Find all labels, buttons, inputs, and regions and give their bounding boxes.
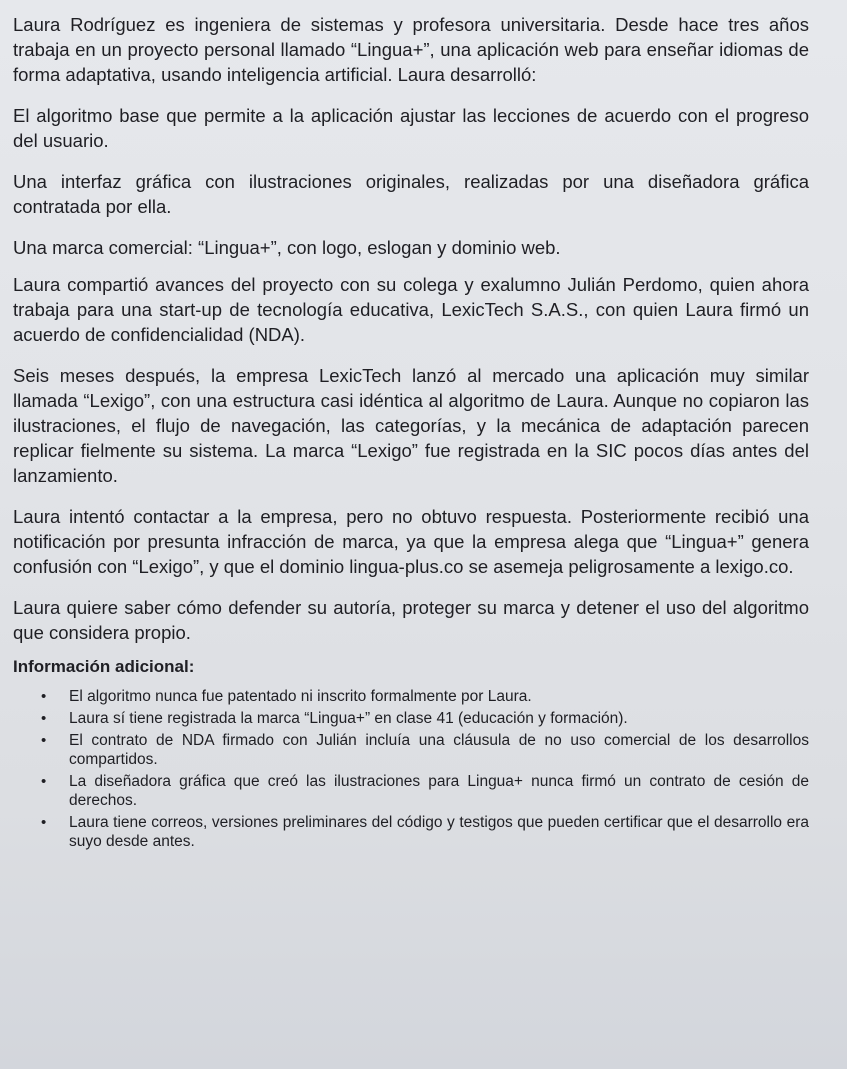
- bullet-icon: •: [41, 773, 47, 790]
- list-item-text: El algoritmo nunca fue patentado ni inscrito formalmente por Laura.: [69, 688, 532, 705]
- bullet-icon: •: [41, 710, 47, 727]
- list-item: [41, 687, 809, 706]
- additional-info-heading: Información adicional:: [13, 657, 195, 676]
- list-item-text: Laura sí tiene registrada la marca “Lingua+” en clase 41 (educación y formación).: [69, 710, 628, 727]
- list-item: [41, 813, 809, 851]
- bullet-icon: •: [41, 732, 47, 749]
- algorithm-paragraph: El algoritmo base que permite a la aplicación ajustar las lecciones de acuerdo con el progreso del usuario.: [13, 105, 809, 151]
- additional-info-list: [13, 687, 809, 851]
- list-item-text: La diseñadora gráfica que creó las ilustraciones para Lingua+ nunca firmó un contrato de cesión de derechos.: [69, 773, 809, 809]
- bullet-icon: •: [41, 688, 47, 705]
- bullet-icon: •: [41, 814, 47, 831]
- list-item: [41, 731, 809, 769]
- intro-paragraph: Laura Rodríguez es ingeniera de sistemas y profesora universitaria. Desde hace tres años trabaja en un proyecto personal llamado “Lingua+”, una aplicación web para enseñar idiomas de forma adaptativa, usando inteligencia artificial. Laura desarrolló:: [13, 14, 809, 85]
- lexigo-launch-paragraph: Seis meses después, la empresa LexicTech lanzó al mercado una aplicación muy similar llamada “Lexigo”, con una estructura casi idéntica al algoritmo de Laura. Aunque no copiaron las ilustraciones, el flujo de navegación, las categorías, y la mecánica de adaptación parecen replicar fielmente su sistema. La marca “Lexigo” fue registrada en la SIC pocos días antes del lanzamiento.: [13, 365, 809, 486]
- notification-paragraph: Laura intentó contactar a la empresa, pero no obtuvo respuesta. Posteriormente recibió una notificación por presunta infracción de marca, ya que la empresa alega que “Lingua+” genera confusión con “Lexigo”, y que el dominio lingua-plus.co se asemeja peligrosamente a lexigo.co.: [13, 506, 809, 577]
- interface-paragraph: Una interfaz gráfica con ilustraciones originales, realizadas por una diseñadora gráfica contratada por ella.: [13, 171, 809, 217]
- list-item: [41, 709, 809, 728]
- list-item: [41, 772, 809, 810]
- shared-progress-paragraph: Laura compartió avances del proyecto con su colega y exalumno Julián Perdomo, quien ahora trabaja para una start-up de tecnología educativa, LexicTech S.A.S., con quien Laura firmó un acuerdo de confidencialidad (NDA).: [13, 274, 809, 345]
- list-item-text: El contrato de NDA firmado con Julián incluía una cláusula de no uso comercial de los desarrollos compartidos.: [69, 732, 809, 768]
- list-item-text: Laura tiene correos, versiones preliminares del código y testigos que pueden certificar que el desarrollo era suyo desde antes.: [69, 814, 809, 850]
- trademark-paragraph: Una marca comercial: “Lingua+”, con logo, eslogan y dominio web.: [13, 237, 561, 258]
- defense-paragraph: Laura quiere saber cómo defender su autoría, proteger su marca y detener el uso del algoritmo que considera propio.: [13, 597, 809, 643]
